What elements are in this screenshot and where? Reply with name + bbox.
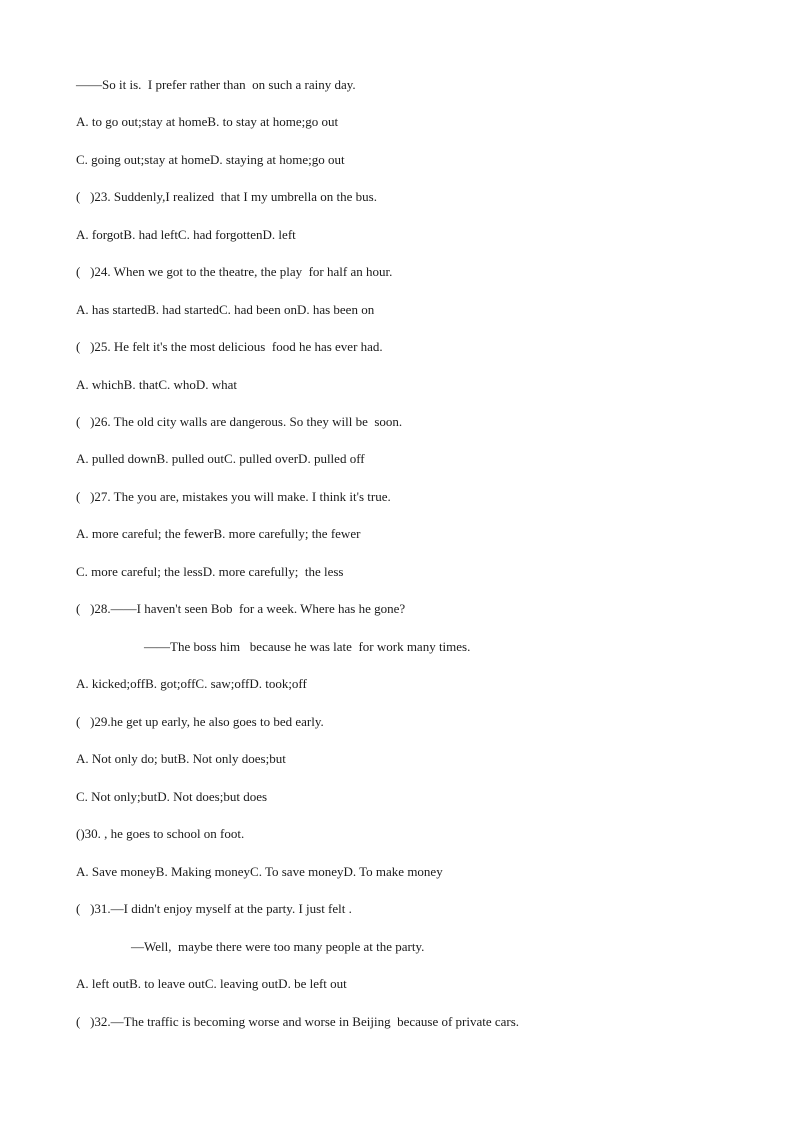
question-30: ()30. , he goes to school on foot. xyxy=(76,826,245,841)
answer-options: A. kicked;offB. got;offC. saw;offD. took;off xyxy=(76,676,307,691)
answer-options: A. pulled downB. pulled outC. pulled overD. pulled off xyxy=(76,451,365,466)
question-29: ( )29.he get up early, he also goes to bed early. xyxy=(76,714,324,729)
answer-options: C. going out;stay at homeD. staying at home;go out xyxy=(76,152,345,167)
answer-options: A. has startedB. had startedC. had been onD. has been on xyxy=(76,302,375,317)
answer-options: A. whichB. thatC. whoD. what xyxy=(76,377,238,392)
answer-options: A. Not only do; butB. Not only does;but xyxy=(76,751,286,766)
dialogue-line: —Well, maybe there were too many people at the party. xyxy=(131,939,425,954)
question-31: ( )31.—I didn't enjoy myself at the party. I just felt . xyxy=(76,901,352,916)
answer-options: A. forgotB. had leftC. had forgottenD. left xyxy=(76,227,296,242)
question-32: ( )32.—The traffic is becoming worse and worse in Beijing because of private cars. xyxy=(76,1014,520,1029)
answer-options: C. more careful; the lessD. more carefully; the less xyxy=(76,564,344,579)
dialogue-line: ——The boss him because he was late for work many times. xyxy=(144,639,471,654)
text-line: ——So it is. I prefer rather than on such a rainy day. xyxy=(76,77,356,92)
question-24: ( )24. When we got to the theatre, the play for half an hour. xyxy=(76,264,393,279)
answer-options: C. Not only;butD. Not does;but does xyxy=(76,789,268,804)
answer-options: A. left outB. to leave outC. leaving outD. be left out xyxy=(76,976,347,991)
question-25: ( )25. He felt it's the most delicious food he has ever had. xyxy=(76,339,383,354)
question-26: ( )26. The old city walls are dangerous. So they will be soon. xyxy=(76,414,403,429)
question-23: ( )23. Suddenly,I realized that I my umbrella on the bus. xyxy=(76,189,377,204)
question-27: ( )27. The you are, mistakes you will make. I think it's true. xyxy=(76,489,391,504)
question-28: ( )28.——I haven't seen Bob for a week. Where has he gone? xyxy=(76,601,406,616)
answer-options: A. to go out;stay at homeB. to stay at home;go out xyxy=(76,114,339,129)
answer-options: A. Save moneyB. Making moneyC. To save moneyD. To make money xyxy=(76,864,443,879)
answer-options: A. more careful; the fewerB. more carefully; the fewer xyxy=(76,526,361,541)
